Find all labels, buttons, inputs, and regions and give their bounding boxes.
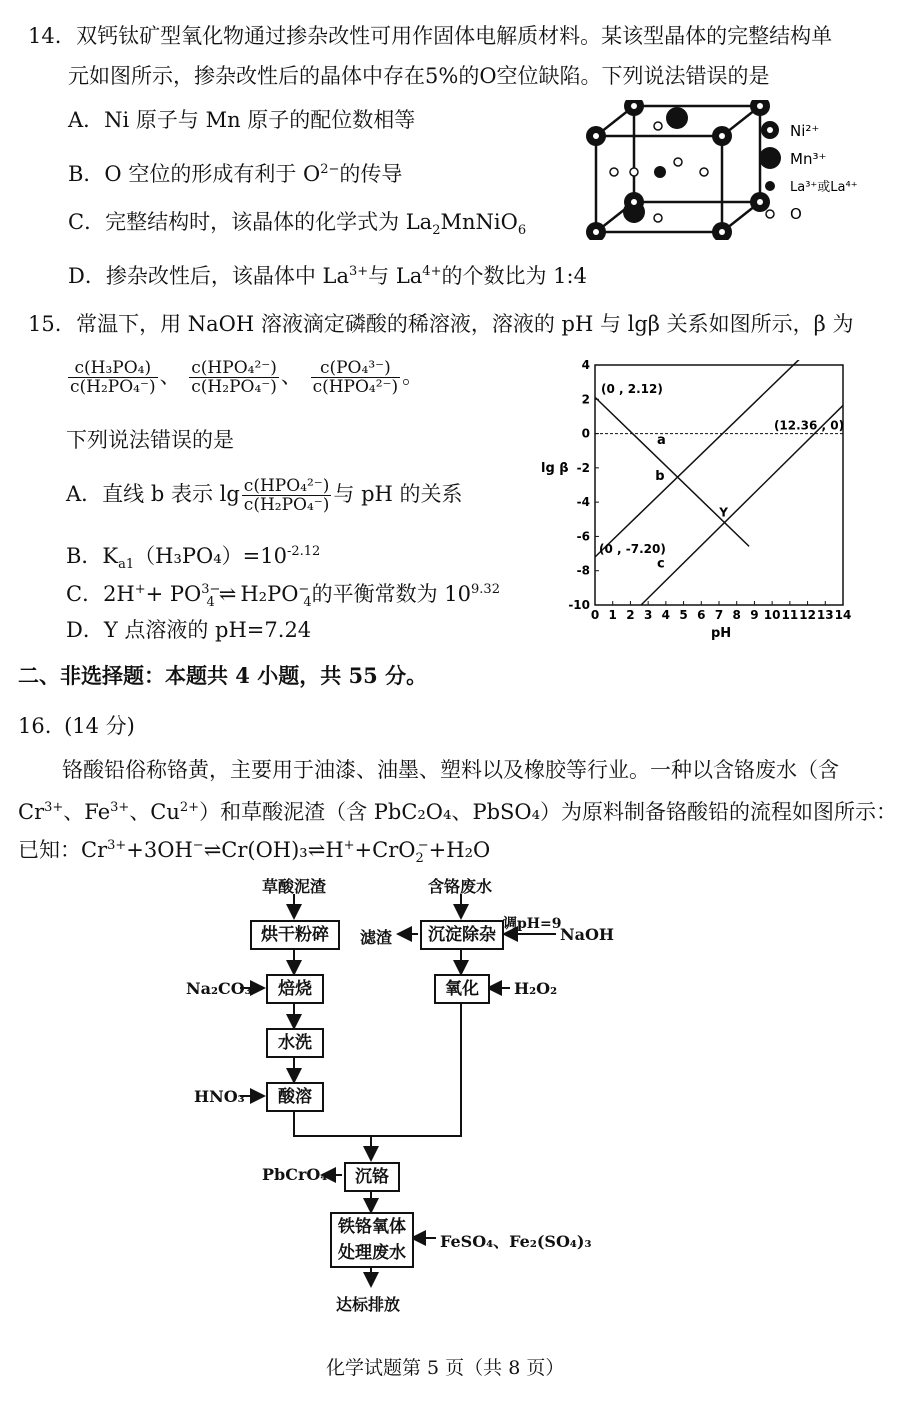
question-number: 16.: [18, 714, 52, 738]
line-label-c: c: [657, 556, 665, 572]
lgbeta-ph-chart: [535, 360, 865, 645]
flow-box-acid-dissolve: 酸溶: [266, 1082, 324, 1112]
q15-beta-definitions: $\frac{\text{c(H₃PO₄)}}{\text{c(H₂PO₄⁻)}}$ 、 $\frac{\text{c(HPO₄²⁻)}}{\text{c(H₂PO₄⁻)}}$ 、 $\frac{\text{c(PO₄³⁻)}}{\text{c(HPO₄²⁻)}}$ 。: [70, 358, 424, 397]
flow-output-discharge: 达标排放: [336, 1295, 401, 1314]
q15-option-a: A．直线 b 表示 lg $\frac{\text{c(HPO₄²⁻)}}{\text{c(H₂PO₄⁻)}}$ 与 pH 的关系: [66, 476, 463, 515]
q14-line1: [28, 22, 832, 50]
series-line-c: [641, 405, 843, 605]
flow-box-oxidize: 氧化: [434, 974, 490, 1004]
q16-line1: 铬酸铅俗称铬黄，主要用于油漆、油墨、塑料以及橡胶等行业。一种以含铬废水（含: [62, 758, 839, 782]
legend-o: O: [790, 205, 802, 223]
flow-source-wastewater: 含铬废水: [428, 877, 493, 896]
chart-annotation: (0 , 2.12): [601, 382, 663, 397]
flow-box-dry-grind: 烘干粉碎: [250, 920, 340, 950]
q15-stem: 常温下，用 NaOH 溶液滴定磷酸的稀溶液，溶液的 pH 与 lgβ 关系如图所示，β 为: [76, 312, 854, 336]
x-tick-label: 8: [732, 608, 741, 622]
page-footer: 化学试题第 5 页（共 8 页）: [326, 1357, 565, 1379]
x-tick-label: 14: [834, 608, 852, 622]
fraction-1: $\frac{\text{c(H₃PO₄)}}{\text{c(H₂PO₄⁻)}}$: [70, 358, 156, 397]
q14-option-d: D．掺杂改性后，该晶体中 $La^{3+}$与 $La^{4+}$的个数比为 1:4: [68, 264, 587, 288]
x-tick-label: 0: [590, 608, 600, 622]
x-tick-label: 11: [781, 608, 799, 622]
flow-product-pbcro4: PbCrO₄: [262, 1165, 328, 1184]
q14-line2: 元如图所示，掺杂改性后的晶体中存在5%的O空位缺陷。下列说法错误的是: [68, 64, 770, 88]
x-tick-label: 12: [799, 608, 816, 622]
q14-stem: 双钙钛矿型氧化物通过掺杂改性可用作固体电解质材料。某该型晶体的完整结构单: [76, 24, 833, 48]
q14-option-b: B．O 空位的形成有利于 $O^{2-}$的传导: [68, 162, 403, 186]
y-tick-label: 0: [581, 426, 590, 441]
y-tick-label: -4: [576, 495, 590, 510]
y-tick-label: -10: [568, 598, 590, 612]
q14-option-c: C．完整结构时，该晶体的化学式为 $La_2MnNiO_6$: [68, 210, 527, 239]
x-tick-label: 5: [679, 608, 688, 622]
question-number: 14.: [28, 24, 62, 48]
legend-mn: Mn³⁺: [790, 150, 827, 168]
x-tick-label: 13: [816, 608, 834, 622]
x-tick-label: 9: [750, 608, 759, 622]
q15-option-d: D．Y 点溶液的 pH=7.24: [66, 618, 312, 642]
q15-option-c: C．$2H^++ PO^{3-}_4$ ⇌ $H_2PO^-_4$的平衡常数为 $10^{9.32}$: [66, 582, 500, 611]
q14-option-a: A．Ni 原子与 Mn 原子的配位数相等: [68, 108, 416, 132]
flow-box-ferrite-treatment: 铁铬氧体 处理废水: [330, 1212, 414, 1268]
chart-annotation: Y: [719, 505, 728, 520]
x-tick-label: 2: [626, 608, 635, 622]
flow-reagent-na2co3: Na₂CO₃: [186, 979, 252, 998]
q15-option-b: B．$K_{a1}(H_3PO_4)=10^{-2.12}$: [66, 544, 321, 573]
flow-box-roast: 焙烧: [266, 974, 324, 1004]
line-label-a: a: [657, 432, 666, 448]
x-tick-label: 10: [763, 608, 781, 622]
chart-annotation: (0 , -7.20): [599, 542, 666, 556]
question-score: (14 分): [64, 714, 135, 738]
flow-reagent-h2o2: H₂O₂: [514, 979, 558, 998]
y-tick-label: -2: [576, 460, 590, 475]
line-label-b: b: [655, 468, 665, 484]
x-tick-label: 3: [643, 608, 653, 622]
flow-box-precipitate-remove: 沉淀除杂: [420, 920, 504, 950]
y-tick-label: -6: [576, 529, 590, 544]
crystal-structure-figure: [580, 100, 880, 240]
y-tick-label: 4: [581, 360, 590, 372]
x-tick-label: 1: [608, 608, 617, 622]
legend-ni: Ni²⁺: [790, 122, 820, 140]
chart-annotation: (12.36 , 0): [773, 418, 845, 433]
chart-xlabel: pH: [711, 626, 732, 641]
series-line-a: [595, 397, 749, 546]
flow-box-wash: 水洗: [266, 1028, 324, 1058]
flow-source-sludge: 草酸泥渣: [262, 877, 327, 896]
flow-output-residue: 滤渣: [360, 928, 393, 947]
question-number: 15.: [28, 312, 62, 336]
q16-header: [18, 712, 135, 740]
x-tick-label: 7: [714, 608, 724, 622]
section-title: 二、非选择题：本题共 4 小题，共 55 分。: [18, 663, 428, 688]
fraction-2: $\frac{\text{c(HPO₄²⁻)}}{\text{c(H₂PO₄⁻)}}$: [191, 358, 277, 397]
x-tick-label: 6: [697, 608, 706, 622]
x-tick-label: 4: [661, 608, 671, 622]
flow-box-precipitate-cr: 沉铬: [344, 1162, 400, 1192]
flow-reagent-naoh: NaOH: [560, 925, 615, 944]
flow-reagent-hno3: HNO₃: [194, 1087, 245, 1106]
q16-line3: 已知：$Cr^{3+}+3OH^-\rightleftharpoons Cr(OH)_3\rightleftharpoons H^++CrO_2^-+H_2O$: [18, 838, 491, 867]
q15-prompt: 下列说法错误的是: [66, 428, 234, 452]
legend-la: La³⁺或La⁴⁺: [790, 180, 858, 195]
q15-line1: [28, 310, 853, 338]
y-tick-label: -8: [576, 563, 590, 578]
chart-ylabel: lg β: [541, 460, 569, 476]
flow-reagent-iron-salts: FeSO₄、Fe₂(SO₄)₃: [440, 1232, 592, 1251]
flow-condition-ph: 调pH=9: [503, 916, 562, 932]
y-tick-label: 2: [581, 392, 590, 407]
q16-line2: $Cr^{3+}$、$Fe^{3+}$、$Cu^{2+}$）和草酸泥渣（含 PbC₂O₄、PbSO₄）为原料制备铬酸铅的流程如图所示：: [18, 800, 898, 824]
chart-frame: [595, 365, 843, 605]
fraction-3: $\frac{\text{c(PO₄³⁻)}}{\text{c(HPO₄²⁻)}}$: [312, 358, 399, 397]
